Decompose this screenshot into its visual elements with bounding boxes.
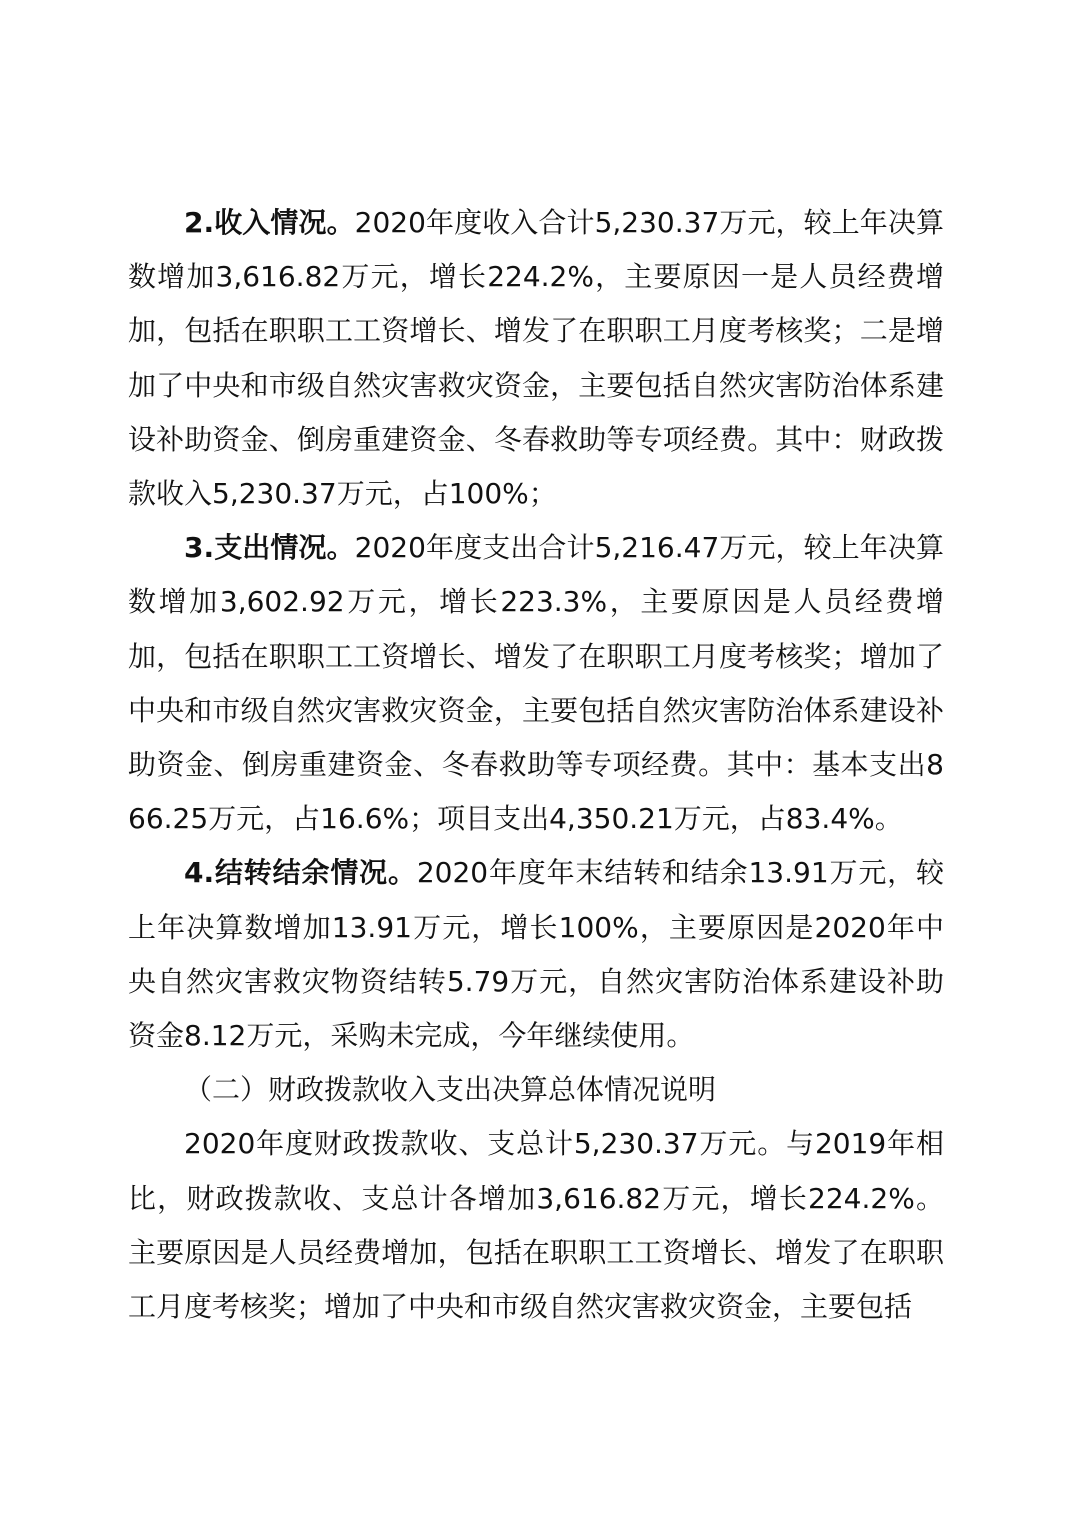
paragraph-text-income: 2020年度收入合计5,230.37万元，较上年决算数增加3,616.82万元，增长224.2%，主要原因一是人员经费增加，包括在职职工工资增长、增发了在职职工月度考核奖；二是增加了中央和市级自然灾害救灾资金，主要包括自然灾害防治体系建设补助资金、倒房重建资金、冬春救助等专项经费。其中：财政拨款收入5,230.37万元，占100%；	[128, 206, 944, 511]
paragraph-text-fiscal-summary: 2020年度财政拨款收、支总计5,230.37万元。与2019年相比，财政拨款收、支总计各增加3,616.82万元，增长224.2%。主要原因是人员经费增加，包括在职职工工资增长、增发了在职职工月度考核奖；增加了中央和市级自然灾害救灾资金，主要包括	[128, 1127, 944, 1324]
document-body	[128, 196, 944, 1334]
paragraph-expenditure	[128, 521, 944, 846]
section-heading-text: （二）财政拨款收入支出决算总体情况说明	[184, 1073, 717, 1107]
paragraph-heading-carryover: 4.结转结余情况。	[184, 856, 417, 890]
paragraph-heading-expenditure: 3.支出情况。	[184, 531, 355, 565]
paragraph-heading-income: 2.收入情况。	[184, 206, 355, 239]
paragraph-fiscal-summary	[128, 1117, 944, 1334]
paragraph-carryover	[128, 846, 944, 1063]
paragraph-income	[128, 196, 944, 521]
paragraph-text-carryover: 2020年度年末结转和结余13.91万元，较上年决算数增加13.91万元，增长100%，主要原因是2020年中央自然灾害救灾物资结转5.79万元，自然灾害防治体系建设补助资金8.12万元，采购未完成，今年继续使用。	[128, 856, 945, 1053]
paragraph-text-expenditure: 2020年度支出合计5,216.47万元，较上年决算数增加3,602.92万元，增长223.3%，主要原因是人员经费增加，包括在职职工工资增长、增发了在职职工月度考核奖；增加了中央和市级自然灾害救灾资金，主要包括自然灾害防治体系建设补助资金、倒房重建资金、冬春救助等专项经费。其中：基本支出866.25万元，占16.6%；项目支出4,350.21万元，占83.4%。	[128, 531, 944, 836]
section-heading-fiscal	[128, 1063, 944, 1117]
